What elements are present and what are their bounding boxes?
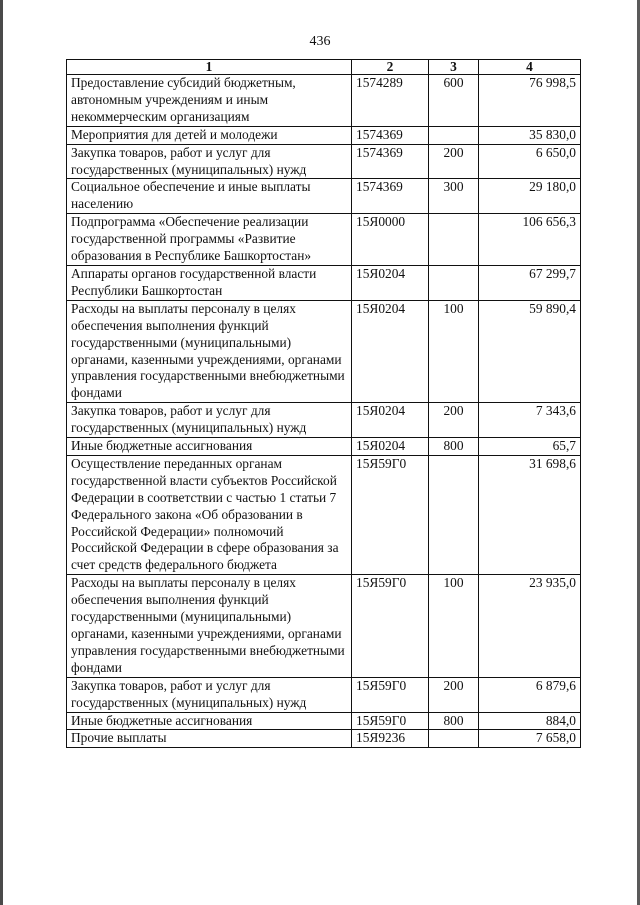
header-col-4: 4 [479, 60, 581, 75]
row-name: Прочие выплаты [67, 730, 352, 748]
row-sum: 76 998,5 [479, 75, 581, 127]
row-sum: 7 658,0 [479, 730, 581, 748]
row-expense-type: 200 [429, 677, 479, 712]
row-expense-type [429, 455, 479, 574]
table-row [67, 265, 581, 300]
row-sum: 6 879,6 [479, 677, 581, 712]
row-sum: 6 650,0 [479, 144, 581, 179]
row-code: 1574369 [352, 179, 429, 214]
row-expense-type [429, 214, 479, 266]
page-number: 436 [309, 34, 331, 49]
row-expense-type: 800 [429, 712, 479, 730]
row-name: Аппараты органов государственной власти Республики Башкортостан [67, 265, 352, 300]
table-row [67, 575, 581, 677]
row-name: Расходы на выплаты персоналу в целях обеспечения выполнения функций государственными (муниципальными) органами, казенными учреждениями, органами управления государственными внебюджетными фондами [67, 575, 352, 677]
row-sum: 23 935,0 [479, 575, 581, 677]
row-sum: 7 343,6 [479, 403, 581, 438]
row-name: Осуществление переданных органам государственной власти субъектов Российской Федерации в соответствии с частью 1 статьи 7 Федерального закона «Об образовании в Российской Федерации» полномочий Российской Федерации в сфере образования за счет средств федерального бюджета [67, 455, 352, 574]
row-code: 1574369 [352, 126, 429, 144]
row-sum: 65,7 [479, 438, 581, 456]
row-name: Закупка товаров, работ и услуг для государственных (муниципальных) нужд [67, 144, 352, 179]
header-row [67, 60, 581, 75]
table-row [67, 730, 581, 748]
table-row [67, 677, 581, 712]
row-expense-type [429, 126, 479, 144]
row-code: 15Я0204 [352, 438, 429, 456]
row-expense-type: 100 [429, 300, 479, 402]
row-expense-type: 300 [429, 179, 479, 214]
table-row [67, 300, 581, 402]
row-sum: 29 180,0 [479, 179, 581, 214]
budget-table [66, 59, 581, 748]
table-row [67, 126, 581, 144]
table-row [67, 75, 581, 127]
row-sum: 884,0 [479, 712, 581, 730]
row-expense-type: 100 [429, 575, 479, 677]
row-expense-type: 200 [429, 144, 479, 179]
row-name: Предоставление субсидий бюджетным, автономным учреждениям и иным некоммерческим организациям [67, 75, 352, 127]
row-sum: 35 830,0 [479, 126, 581, 144]
table-row [67, 179, 581, 214]
table-row [67, 712, 581, 730]
row-name: Закупка товаров, работ и услуг для государственных (муниципальных) нужд [67, 677, 352, 712]
row-code: 15Я0204 [352, 265, 429, 300]
row-name: Социальное обеспечение и иные выплаты населению [67, 179, 352, 214]
row-name: Расходы на выплаты персоналу в целях обеспечения выполнения функций государственными (муниципальными) органами, казенными учреждениями, органами управления государственными внебюджетными фондами [67, 300, 352, 402]
table-row [67, 403, 581, 438]
row-sum: 67 299,7 [479, 265, 581, 300]
row-code: 15Я59Г0 [352, 455, 429, 574]
row-expense-type: 600 [429, 75, 479, 127]
row-name: Иные бюджетные ассигнования [67, 712, 352, 730]
row-code: 15Я0204 [352, 300, 429, 402]
row-code: 1574289 [352, 75, 429, 127]
table-row [67, 455, 581, 574]
table-row [67, 438, 581, 456]
row-expense-type [429, 265, 479, 300]
row-code: 15Я59Г0 [352, 677, 429, 712]
row-name: Мероприятия для детей и молодежи [67, 126, 352, 144]
header-col-1: 1 [67, 60, 352, 75]
header-col-3: 3 [429, 60, 479, 75]
row-name: Подпрограмма «Обеспечение реализации государственной программы «Развитие образования в Республике Башкортостан» [67, 214, 352, 266]
scan-edge-left [0, 0, 3, 905]
row-sum: 106 656,3 [479, 214, 581, 266]
row-sum: 59 890,4 [479, 300, 581, 402]
row-code: 15Я59Г0 [352, 712, 429, 730]
table-row [67, 214, 581, 266]
row-expense-type: 800 [429, 438, 479, 456]
row-code: 15Я0000 [352, 214, 429, 266]
row-name: Закупка товаров, работ и услуг для государственных (муниципальных) нужд [67, 403, 352, 438]
row-code: 15Я0204 [352, 403, 429, 438]
row-code: 15Я9236 [352, 730, 429, 748]
row-expense-type [429, 730, 479, 748]
table-row [67, 144, 581, 179]
row-code: 1574369 [352, 144, 429, 179]
row-code: 15Я59Г0 [352, 575, 429, 677]
row-expense-type: 200 [429, 403, 479, 438]
row-sum: 31 698,6 [479, 455, 581, 574]
row-name: Иные бюджетные ассигнования [67, 438, 352, 456]
header-col-2: 2 [352, 60, 429, 75]
